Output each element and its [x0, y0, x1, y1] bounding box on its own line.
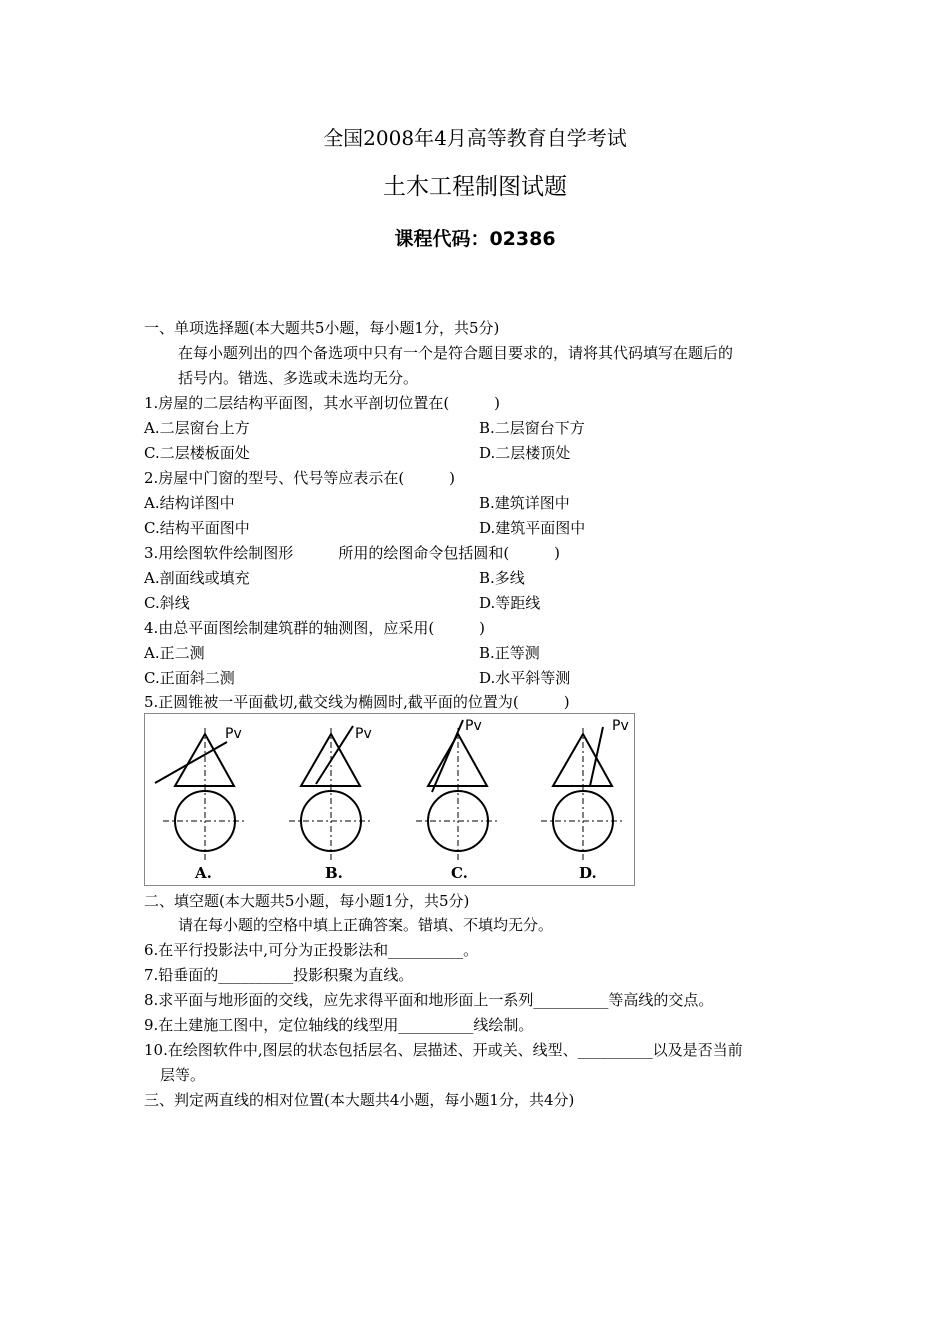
cone-option-c — [416, 720, 500, 862]
question-1-option-a: A.二层窗台上方 — [144, 419, 250, 437]
pv-label-c: Pv — [465, 718, 482, 734]
question-2-option-c: C.结构平面图中 — [144, 519, 250, 537]
question-3-stem: 3.用绘图软件绘制图形 所用的绘图命令包括圆和( ) — [144, 544, 561, 562]
question-1-stem: 1.房屋的二层结构平面图，其水平剖切位置在( ) — [144, 394, 501, 412]
exam-title: 全国2008年4月高等教育自学考试 — [323, 126, 627, 150]
section2-heading: 二、填空题(本大题共5小题，每小题1分，共5分) — [144, 892, 470, 910]
cone-option-d — [541, 727, 625, 862]
question-4-option-b: B.正等测 — [479, 644, 540, 662]
question-10: 10.在绘图软件中,图层的状态包括层名、层描述、开或关、线型、__________以及是否当前 — [144, 1041, 743, 1059]
pv-label-b: Pv — [355, 726, 372, 742]
question-6: 6.在平行投影法中,可分为正投影法和__________。 — [144, 941, 479, 959]
question-7: 7.铅垂面的__________投影积聚为直线。 — [144, 966, 414, 984]
cone-option-a — [155, 728, 247, 862]
course-code: 课程代码：02386 — [394, 228, 556, 250]
question-1-option-c: C.二层楼板面处 — [144, 444, 250, 462]
pv-label-a: Pv — [225, 726, 242, 742]
question-2-stem: 2.房屋中门窗的型号、代号等应表示在( ) — [144, 469, 456, 487]
question-9: 9.在土建施工图中，定位轴线的线型用__________线绘制。 — [144, 1016, 534, 1034]
question-4-option-a: A.正二测 — [144, 644, 205, 662]
question-4-stem: 4.由总平面图绘制建筑群的轴测图，应采用( ) — [144, 619, 486, 637]
question-3-option-c: C.斜线 — [144, 594, 190, 612]
section1-heading: 一、单项选择题(本大题共5小题，每小题1分，共5分) — [144, 319, 500, 337]
section1-instruction: 在每小题列出的四个备选项中只有一个是符合题目要求的，请将其代码填写在题后的 — [178, 344, 734, 362]
question-3-option-d: D.等距线 — [479, 594, 541, 612]
figure-label-b: B. — [325, 864, 343, 882]
cone-section-figure — [144, 713, 635, 886]
question-2-option-b: B.建筑详图中 — [479, 494, 570, 512]
question-3-option-a: A.剖面线或填充 — [144, 569, 250, 587]
pv-label-d: Pv — [612, 718, 629, 734]
figure-label-c: C. — [451, 864, 468, 882]
cone-section-diagram — [145, 714, 634, 885]
question-5-stem: 5.正圆锥被一平面截切,截交线为椭圆时,截平面的位置为( ) — [144, 693, 570, 711]
figure-label-d: D. — [579, 864, 597, 882]
question-1-option-b: B.二层窗台下方 — [479, 419, 585, 437]
question-4-option-c: C.正面斜二测 — [144, 669, 235, 687]
question-10-cont: 层等。 — [160, 1066, 206, 1084]
question-4-option-d: D.水平斜等测 — [479, 669, 571, 687]
section1-instruction-cont: 括号内。错选、多选或未选均无分。 — [178, 369, 419, 387]
section3-heading: 三、判定两直线的相对位置(本大题共4小题，每小题1分，共4分) — [144, 1091, 575, 1109]
section2-instruction: 请在每小题的空格中填上正确答案。错填、不填均无分。 — [178, 916, 554, 934]
question-1-option-d: D.二层楼顶处 — [479, 444, 571, 462]
figure-label-a: A. — [195, 864, 212, 882]
question-8: 8.求平面与地形面的交线，应先求得平面和地形面上一系列__________等高线的交点。 — [144, 991, 714, 1009]
question-2-option-a: A.结构详图中 — [144, 494, 235, 512]
question-3-option-b: B.多线 — [479, 569, 525, 587]
subject-title: 土木工程制图试题 — [383, 174, 567, 200]
question-2-option-d: D.建筑平面图中 — [479, 519, 586, 537]
cone-option-b — [289, 726, 373, 862]
